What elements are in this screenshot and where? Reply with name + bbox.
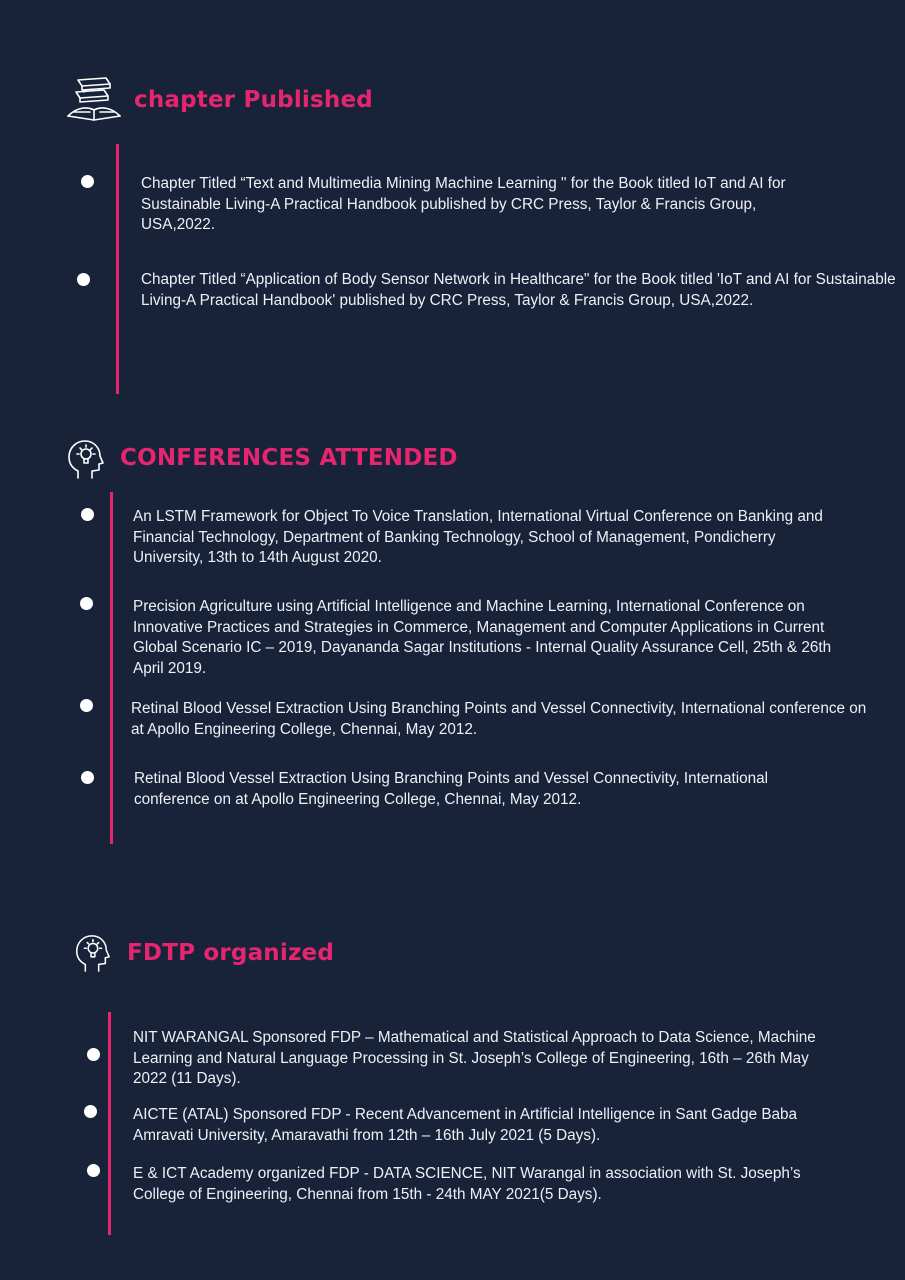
bullet-dot [87,1164,100,1177]
section-title-fdtp: FDTP organized [127,940,334,966]
books-icon [66,74,122,124]
head-lightbulb-icon [64,438,106,480]
chapter-entry-2: Chapter Titled “Application of Body Sensor Network in Healthcare" for the Book titled 'IoT and AI for Sustainable Living-A Practical Handbook' published by CRC Press, Taylor & Francis Group, USA,2022. [141,271,896,309]
bullet-dot [80,699,93,712]
bullet-dot [84,1105,97,1118]
timeline-line-conferences [110,492,113,844]
timeline-line-chapters [116,144,119,394]
bullet-dot [87,1048,100,1061]
conference-entry-4: Retinal Blood Vessel Extraction Using Branching Points and Vessel Connectivity, International conference on at Apollo Engineering College, Chennai, May 2012. [134,770,769,808]
conference-entry-2: Precision Agriculture using Artificial Intelligence and Machine Learning, International Conference on Innovative Practices and Strategies in Commerce, Management and Computer Applications in Current Global Scenario IC – 2019, Dayananda Sagar Institutions - Internal Quality Assurance Cell, 25th & 26th April 2019. [133,598,832,678]
head-lightbulb-icon [72,932,112,974]
bullet-dot [80,597,93,610]
section-title-chapters: chapter Published [134,87,373,113]
section-title-conferences: CONFERENCES ATTENDED [120,445,458,471]
fdtp-entry-2: AICTE (ATAL) Sponsored FDP - Recent Advancement in Artificial Intelligence in Sant Gadge Baba Amravati University, Amaravathi from 12th – 16th July 2021 (5 Days). [133,1106,798,1144]
bullet-dot [81,175,94,188]
bullet-dot [77,273,90,286]
bullet-dot [81,771,94,784]
chapter-entry-1: Chapter Titled “Text and Multimedia Mining Machine Learning " for the Book titled IoT and AI for Sustainable Living-A Practical Handbook published by CRC Press, Taylor & Francis Group, USA,2022. [141,175,786,234]
conference-entry-1: An LSTM Framework for Object To Voice Translation, International Virtual Conference on Banking and Financial Technology, Department of Banking Technology, School of Management, Pondicherry University, 13th to 14th August 2020. [133,508,823,567]
fdtp-entry-3: E & ICT Academy organized FDP - DATA SCIENCE, NIT Warangal in association with St. Joseph’s College of Engineering, Chennai from 15th - 24th MAY 2021(5 Days). [133,1165,801,1203]
conference-entry-3: Retinal Blood Vessel Extraction Using Branching Points and Vessel Connectivity, International conference on at Apollo Engineering College, Chennai, May 2012. [131,700,867,738]
timeline-line-fdtp [108,1012,111,1235]
bullet-dot [81,508,94,521]
fdtp-entry-1: NIT WARANGAL Sponsored FDP – Mathematical and Statistical Approach to Data Science, Machine Learning and Natural Language Processing in St. Joseph’s College of Engineering, 16th – 26th May 2022 (11 Days). [133,1029,816,1088]
